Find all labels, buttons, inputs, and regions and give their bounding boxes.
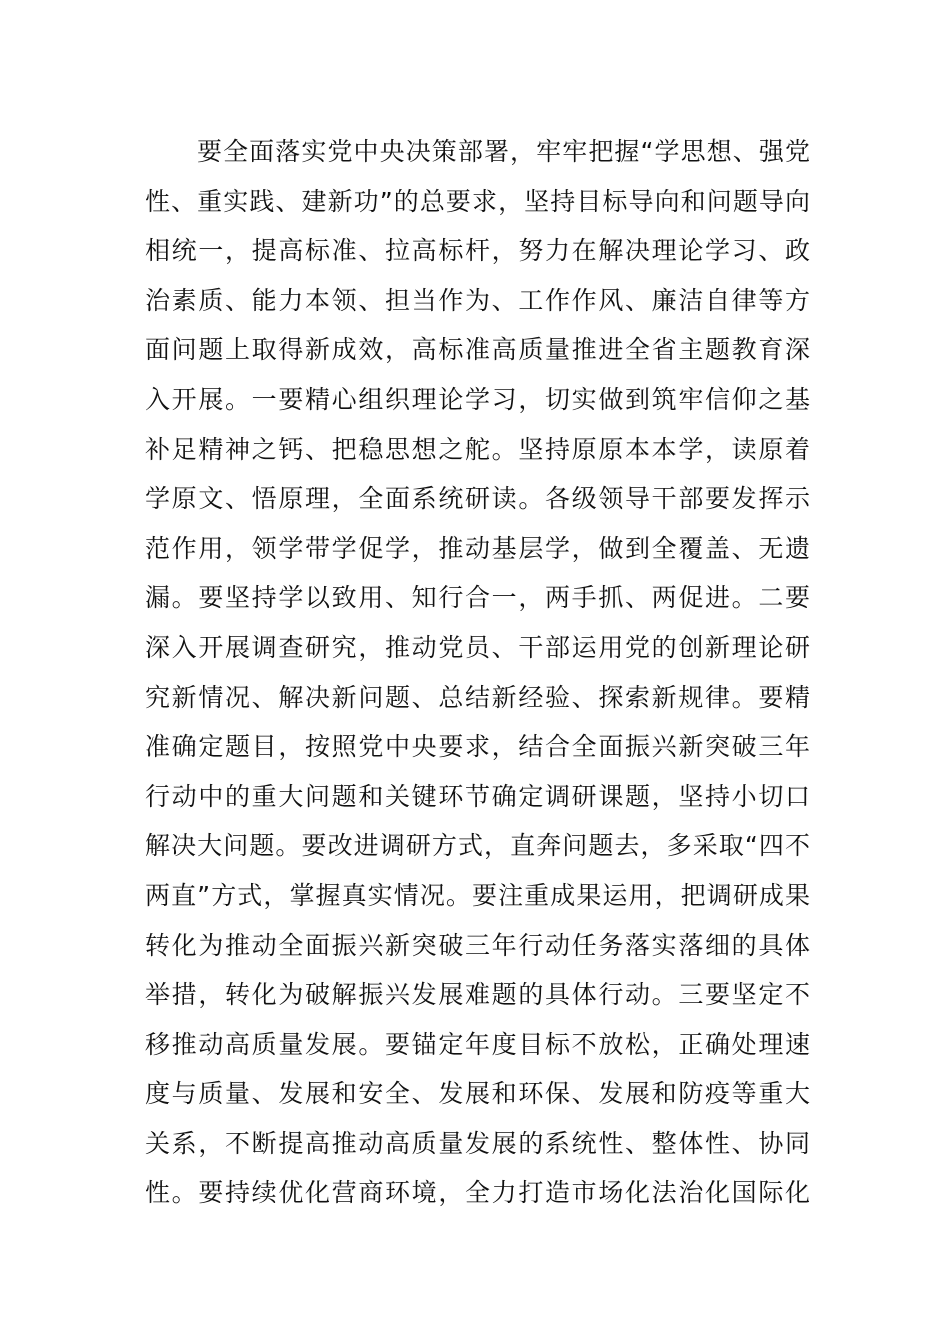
- text-line: 入开展。一要精心组织理论学习，切实做到筑牢信仰之基: [145, 384, 810, 414]
- text-line: 性。要持续优化营商环境，全力打造市场化法治化国际化: [145, 1178, 810, 1208]
- text-line: 面问题上取得新成效，高标准高质量推进全省主题教育深: [145, 335, 810, 365]
- text-line: 范作用，领学带学促学，推动基层学，做到全覆盖、无遗: [145, 533, 810, 563]
- text-line: 行动中的重大问题和关键环节确定调研课题，坚持小切口: [145, 781, 810, 811]
- text-line: 关系，不断提高推动高质量发展的系统性、整体性、协同: [145, 1128, 810, 1158]
- text-line: 举措，转化为破解振兴发展难题的具体行动。三要坚定不: [145, 980, 810, 1010]
- text-line: 要全面落实党中央决策部署，牢牢把握“学思想、强党: [197, 137, 810, 166]
- text-line: 学原文、悟原理，全面系统研读。各级领导干部要发挥示: [145, 484, 810, 514]
- text-line: 治素质、能力本领、担当作为、工作作风、廉洁自律等方: [145, 285, 810, 315]
- text-line: 解决大问题。要改进调研方式，直奔问题去，多采取“四不: [145, 831, 810, 861]
- text-line: 性、重实践、建新功”的总要求，坚持目标导向和问题导向: [145, 186, 810, 216]
- text-line: 相统一，提高标准、拉高标杆，努力在解决理论学习、政: [145, 236, 810, 266]
- text-line: 准确定题目，按照党中央要求，结合全面振兴新突破三年: [145, 732, 810, 762]
- text-line: 深入开展调查研究，推动党员、干部运用党的创新理论研: [145, 632, 810, 662]
- text-line: 度与质量、发展和安全、发展和环保、发展和防疫等重大: [145, 1079, 810, 1109]
- body-paragraph: [145, 127, 810, 1218]
- text-line: 两直”方式，掌握真实情况。要注重成果运用，把调研成果: [145, 880, 810, 910]
- text-line: 移推动高质量发展。要锚定年度目标不放松，正确处理速: [145, 1029, 810, 1059]
- text-line: 转化为推动全面振兴新突破三年行动任务落实落细的具体: [145, 930, 810, 960]
- text-line: 究新情况、解决新问题、总结新经验、探索新规律。要精: [145, 682, 810, 712]
- text-line: 漏。要坚持学以致用、知行合一，两手抓、两促进。二要: [145, 583, 810, 613]
- text-line: 补足精神之钙、把稳思想之舵。坚持原原本本学，读原着: [145, 434, 810, 464]
